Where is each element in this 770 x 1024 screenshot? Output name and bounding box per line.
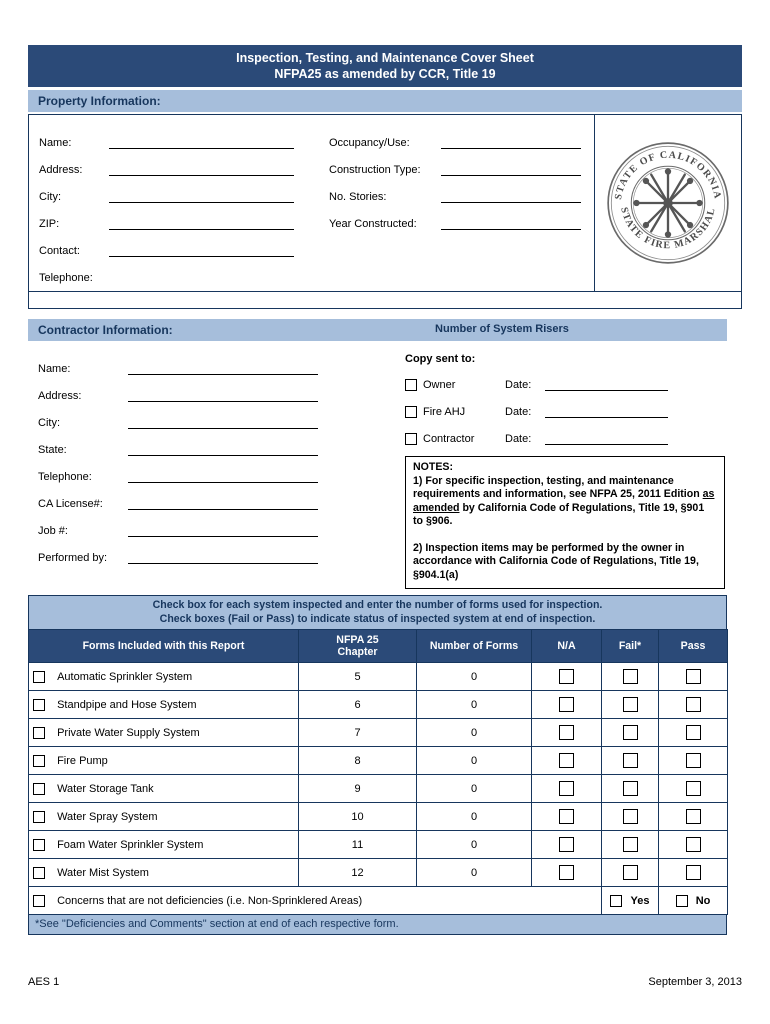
footer-right: September 3, 2013 bbox=[648, 976, 742, 988]
property-box bbox=[28, 114, 742, 309]
copy-sent-contractor-row bbox=[405, 421, 725, 448]
table-row bbox=[29, 775, 728, 803]
fail-checkbox[interactable] bbox=[623, 781, 638, 796]
property-section-title: Property Information: bbox=[38, 94, 161, 108]
system-checkbox[interactable] bbox=[33, 755, 45, 767]
na-checkbox[interactable] bbox=[559, 865, 574, 880]
contractor-state-label: State: bbox=[38, 444, 67, 456]
contractor-copy-checkbox[interactable] bbox=[405, 433, 417, 445]
contractor-performedby-label: Performed by: bbox=[38, 552, 108, 564]
contractor-telephone-line[interactable] bbox=[128, 470, 318, 483]
concerns-no-cell bbox=[659, 887, 728, 915]
yes-checkbox[interactable] bbox=[610, 895, 622, 907]
property-occupancy-row bbox=[329, 125, 594, 152]
system-cell bbox=[29, 719, 299, 747]
property-telephone-label: Telephone: bbox=[39, 272, 93, 284]
na-cell bbox=[532, 747, 602, 775]
forms-count-cell[interactable]: 0 bbox=[417, 775, 532, 803]
fail-cell bbox=[602, 719, 659, 747]
property-year-row bbox=[329, 206, 594, 233]
contractor-license-label: CA License#: bbox=[38, 498, 103, 510]
fail-cell bbox=[602, 831, 659, 859]
no-checkbox[interactable] bbox=[676, 895, 688, 907]
system-checkbox[interactable] bbox=[33, 867, 45, 879]
contractor-date-line[interactable] bbox=[545, 432, 668, 445]
contractor-name-label: Name: bbox=[38, 363, 71, 375]
fire-ahj-date-line[interactable] bbox=[545, 405, 668, 418]
contractor-address-label: Address: bbox=[38, 390, 82, 402]
property-stories-line[interactable] bbox=[441, 190, 581, 203]
property-construction-row bbox=[329, 152, 594, 179]
property-city-row bbox=[39, 179, 329, 206]
property-year-label: Year Constructed: bbox=[329, 218, 417, 230]
fail-checkbox[interactable] bbox=[623, 753, 638, 768]
table-row bbox=[29, 663, 728, 691]
forms-count-cell[interactable]: 0 bbox=[417, 803, 532, 831]
system-cell bbox=[29, 775, 299, 803]
table-row bbox=[29, 719, 728, 747]
notes-title: NOTES: bbox=[413, 461, 454, 473]
property-stories-row bbox=[329, 179, 594, 206]
chapter-cell: 6 bbox=[299, 691, 417, 719]
header-nfpa-chapter: NFPA 25 Chapter bbox=[299, 630, 417, 663]
system-checkbox[interactable] bbox=[33, 699, 45, 711]
instruction-line1: Check box for each system inspected and enter the number of forms used for inspection. bbox=[152, 599, 603, 611]
contractor-city-label: City: bbox=[38, 417, 60, 429]
table-row bbox=[29, 803, 728, 831]
fail-cell bbox=[602, 803, 659, 831]
header-forms-included: Forms Included with this Report bbox=[29, 630, 299, 663]
pass-cell bbox=[659, 803, 728, 831]
system-cell bbox=[29, 859, 299, 887]
footnote-text: *See "Deficiencies and Comments" section at end of each respective form. bbox=[35, 918, 399, 930]
forms-count-cell[interactable]: 0 bbox=[417, 859, 532, 887]
system-cell bbox=[29, 803, 299, 831]
pass-checkbox[interactable] bbox=[686, 753, 701, 768]
contractor-license-line[interactable] bbox=[128, 497, 318, 510]
property-address-row bbox=[39, 152, 329, 179]
fail-cell bbox=[602, 691, 659, 719]
system-label: Water Storage Tank bbox=[57, 782, 154, 795]
property-zip-label: ZIP: bbox=[39, 218, 60, 230]
note-2: 2) Inspection items may be performed by the owner in accordance with California Code of Regulations, Title 19, §904.1(a) bbox=[413, 541, 699, 581]
pass-cell bbox=[659, 831, 728, 859]
owner-label: Owner bbox=[423, 379, 456, 391]
concerns-cell bbox=[29, 887, 602, 915]
system-risers-title: Number of System Risers bbox=[435, 323, 569, 335]
seal-bottom-text: STATE FIRE MARSHAL bbox=[618, 206, 718, 252]
note-1-underlined: as amended bbox=[413, 488, 715, 514]
fail-cell bbox=[602, 747, 659, 775]
pass-cell bbox=[659, 691, 728, 719]
system-cell bbox=[29, 831, 299, 859]
property-name-label: Name: bbox=[39, 137, 72, 149]
system-checkbox[interactable] bbox=[33, 727, 45, 739]
fire-ahj-checkbox[interactable] bbox=[405, 406, 417, 418]
concerns-label: Concerns that are not deficiencies (i.e. Non-Sprinklered Areas) bbox=[57, 894, 363, 907]
concerns-row bbox=[29, 887, 728, 915]
forms-count-cell[interactable]: 0 bbox=[417, 663, 532, 691]
forms-count-cell[interactable]: 0 bbox=[417, 719, 532, 747]
na-checkbox[interactable] bbox=[559, 725, 574, 740]
system-checkbox[interactable] bbox=[33, 671, 45, 683]
chapter-cell: 11 bbox=[299, 831, 417, 859]
contractor-telephone-label: Telephone: bbox=[38, 471, 92, 483]
contractor-date-label: Date: bbox=[505, 433, 532, 445]
chapter-cell: 7 bbox=[299, 719, 417, 747]
na-checkbox[interactable] bbox=[559, 669, 574, 684]
pass-cell bbox=[659, 663, 728, 691]
property-construction-label: Construction Type: bbox=[329, 164, 421, 176]
na-cell bbox=[532, 663, 602, 691]
fail-checkbox[interactable] bbox=[623, 669, 638, 684]
system-checkbox[interactable] bbox=[33, 839, 45, 851]
owner-checkbox[interactable] bbox=[405, 379, 417, 391]
notes-box bbox=[405, 456, 725, 589]
na-cell bbox=[532, 803, 602, 831]
property-zip-row bbox=[39, 206, 329, 233]
pass-checkbox[interactable] bbox=[686, 865, 701, 880]
contractor-address-line[interactable] bbox=[128, 389, 318, 402]
doc-title-bar bbox=[28, 45, 742, 87]
property-telephone-row bbox=[39, 260, 329, 287]
concerns-checkbox[interactable] bbox=[33, 895, 45, 907]
seal-top-text: STATE OF CALIFORNIA bbox=[613, 149, 724, 201]
state-fire-marshal-seal-icon bbox=[605, 140, 731, 266]
na-checkbox[interactable] bbox=[559, 781, 574, 796]
yes-label: Yes bbox=[630, 894, 650, 907]
instruction-line2: Check boxes (Fail or Pass) to indicate status of inspected system at end of inspection. bbox=[159, 612, 596, 625]
property-city-label: City: bbox=[39, 191, 61, 203]
system-label: Automatic Sprinkler System bbox=[57, 670, 193, 683]
property-section-bar bbox=[28, 90, 742, 112]
contractor-content bbox=[28, 341, 727, 589]
na-checkbox[interactable] bbox=[559, 753, 574, 768]
property-city-line[interactable] bbox=[109, 190, 294, 203]
property-empty-row bbox=[29, 291, 741, 308]
contractor-section-bar bbox=[28, 319, 727, 341]
header-na: N/A bbox=[532, 630, 602, 663]
concerns-yes-cell bbox=[602, 887, 659, 915]
fire-marshal-seal bbox=[594, 115, 741, 291]
contractor-section-title: Contractor Information: bbox=[38, 323, 173, 337]
pass-checkbox[interactable] bbox=[686, 669, 701, 684]
fire-ahj-label: Fire AHJ bbox=[423, 406, 466, 418]
table-row bbox=[29, 831, 728, 859]
copy-sent-owner-row bbox=[405, 367, 725, 394]
fail-cell bbox=[602, 663, 659, 691]
property-occupancy-line[interactable] bbox=[441, 136, 581, 149]
table-row bbox=[29, 747, 728, 775]
system-label: Fire Pump bbox=[57, 754, 108, 767]
fail-checkbox[interactable] bbox=[623, 865, 638, 880]
fire-ahj-date-label: Date: bbox=[505, 406, 532, 418]
pass-cell bbox=[659, 775, 728, 803]
pass-checkbox[interactable] bbox=[686, 837, 701, 852]
na-checkbox[interactable] bbox=[559, 809, 574, 824]
property-address-line[interactable] bbox=[109, 163, 294, 176]
property-name-row bbox=[39, 125, 329, 152]
system-cell bbox=[29, 747, 299, 775]
property-contact-row bbox=[39, 233, 329, 260]
chapter-cell: 9 bbox=[299, 775, 417, 803]
header-fail: Fail* bbox=[602, 630, 659, 663]
owner-date-line[interactable] bbox=[545, 378, 668, 391]
table-footnote-bar bbox=[28, 915, 727, 935]
fail-checkbox[interactable] bbox=[623, 809, 638, 824]
property-contact-label: Contact: bbox=[39, 245, 80, 257]
pass-cell bbox=[659, 747, 728, 775]
property-name-line[interactable] bbox=[109, 136, 294, 149]
system-label: Water Spray System bbox=[57, 810, 158, 823]
note-1: 1) For specific inspection, testing, and maintenance requirements and information, see NFPA 25, 2011 Edition as amended by California Code of Regulations, Title 19, §901 to §906. bbox=[413, 474, 715, 527]
doc-title-line2: NFPA25 as amended by CCR, Title 19 bbox=[274, 67, 496, 81]
chapter-cell: 8 bbox=[299, 747, 417, 775]
na-checkbox[interactable] bbox=[559, 837, 574, 852]
property-contact-line[interactable] bbox=[109, 244, 294, 257]
chapter-cell: 5 bbox=[299, 663, 417, 691]
table-instructions-bar bbox=[28, 595, 727, 629]
fail-cell bbox=[602, 859, 659, 887]
contractor-performedby-line[interactable] bbox=[128, 551, 318, 564]
pass-cell bbox=[659, 719, 728, 747]
fail-checkbox[interactable] bbox=[623, 725, 638, 740]
property-construction-line[interactable] bbox=[441, 163, 581, 176]
na-cell bbox=[532, 691, 602, 719]
contractor-name-line[interactable] bbox=[128, 362, 318, 375]
page-footer bbox=[28, 976, 742, 988]
fail-checkbox[interactable] bbox=[623, 837, 638, 852]
table-row bbox=[29, 691, 728, 719]
system-checkbox[interactable] bbox=[33, 811, 45, 823]
chapter-cell: 10 bbox=[299, 803, 417, 831]
na-checkbox[interactable] bbox=[559, 697, 574, 712]
contractor-job-label: Job #: bbox=[38, 525, 68, 537]
copy-sent-fireahj-row bbox=[405, 394, 725, 421]
system-checkbox[interactable] bbox=[33, 783, 45, 795]
footer-left: AES 1 bbox=[28, 976, 60, 988]
system-label: Private Water Supply System bbox=[57, 726, 200, 739]
pass-checkbox[interactable] bbox=[686, 781, 701, 796]
na-cell bbox=[532, 719, 602, 747]
copy-sent-title: Copy sent to: bbox=[405, 353, 476, 365]
forms-count-cell[interactable]: 0 bbox=[417, 831, 532, 859]
system-cell bbox=[29, 663, 299, 691]
header-number-of-forms: Number of Forms bbox=[417, 630, 532, 663]
pass-checkbox[interactable] bbox=[686, 809, 701, 824]
owner-date-label: Date: bbox=[505, 379, 532, 391]
forms-count-cell[interactable]: 0 bbox=[417, 691, 532, 719]
property-occupancy-label: Occupancy/Use: bbox=[329, 137, 410, 149]
systems-table bbox=[28, 629, 728, 915]
chapter-cell: 12 bbox=[299, 859, 417, 887]
contractor-state-line[interactable] bbox=[128, 443, 318, 456]
property-year-line[interactable] bbox=[441, 217, 581, 230]
contractor-copy-label: Contractor bbox=[423, 433, 475, 445]
contractor-city-line[interactable] bbox=[128, 416, 318, 429]
table-row bbox=[29, 859, 728, 887]
property-stories-label: No. Stories: bbox=[329, 191, 387, 203]
system-label: Foam Water Sprinkler System bbox=[57, 838, 204, 851]
system-label: Water Mist System bbox=[57, 866, 149, 879]
table-header-row bbox=[29, 630, 728, 663]
pass-cell bbox=[659, 859, 728, 887]
doc-title-line1: Inspection, Testing, and Maintenance Cover Sheet bbox=[236, 51, 534, 65]
pass-checkbox[interactable] bbox=[686, 697, 701, 712]
fail-checkbox[interactable] bbox=[623, 697, 638, 712]
contractor-job-line[interactable] bbox=[128, 524, 318, 537]
fail-cell bbox=[602, 775, 659, 803]
property-zip-line[interactable] bbox=[109, 217, 294, 230]
na-cell bbox=[532, 775, 602, 803]
na-cell bbox=[532, 859, 602, 887]
system-label: Standpipe and Hose System bbox=[57, 698, 197, 711]
pass-checkbox[interactable] bbox=[686, 725, 701, 740]
no-label: No bbox=[695, 894, 711, 907]
forms-count-cell[interactable]: 0 bbox=[417, 747, 532, 775]
system-cell bbox=[29, 691, 299, 719]
property-address-label: Address: bbox=[39, 164, 83, 176]
header-pass: Pass bbox=[659, 630, 728, 663]
na-cell bbox=[532, 831, 602, 859]
